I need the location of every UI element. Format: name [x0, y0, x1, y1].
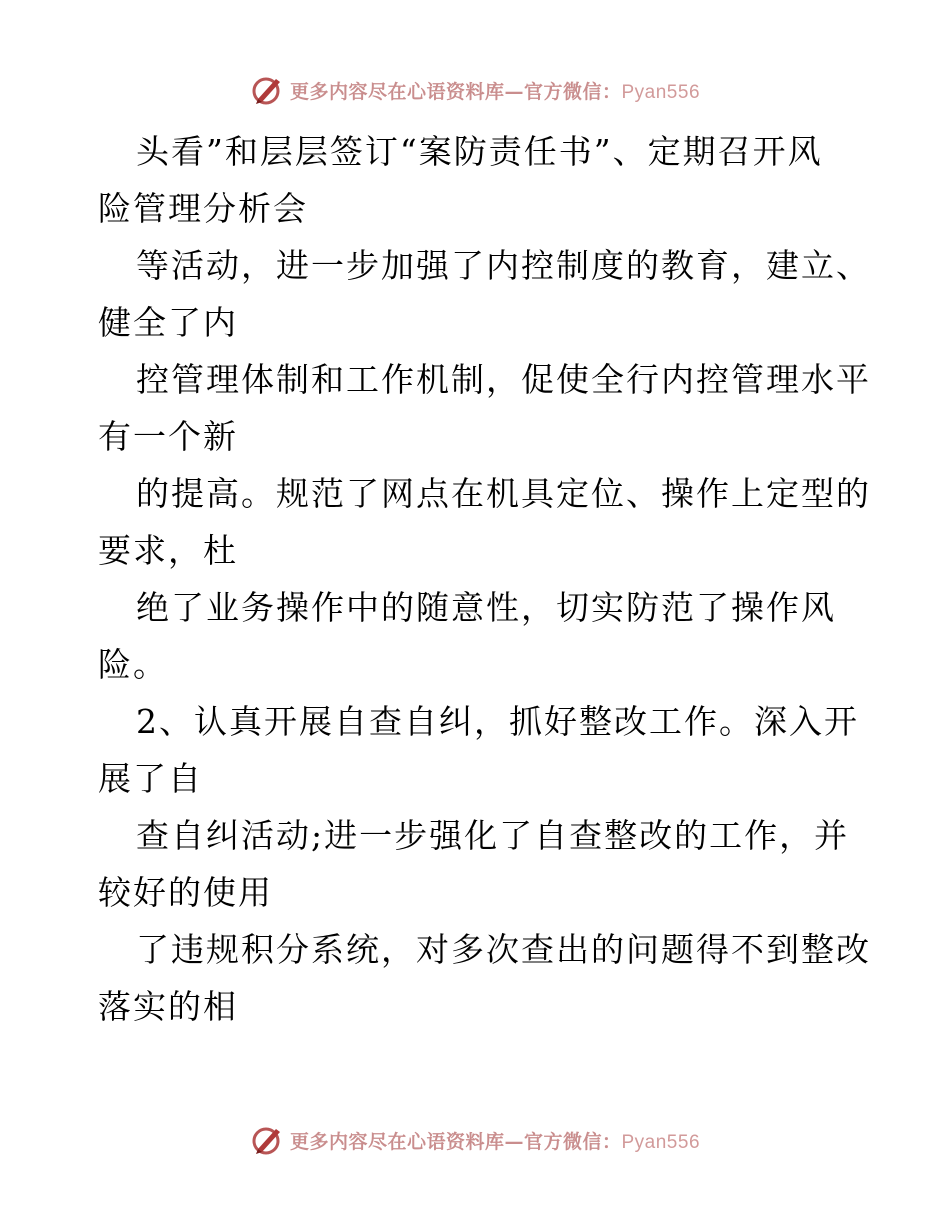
text-line: 落实的相 — [98, 987, 238, 1026]
pen-circle-logo-icon — [250, 73, 284, 107]
text-line: 绝了业务操作中的随意性，切实防范了操作风 — [136, 588, 836, 627]
text-line: 查自纠活动;进一步强化了自查整改的工作，并 — [136, 816, 850, 855]
text-line: 的提高。规范了网点在机具定位、操作上定型的 — [136, 474, 871, 513]
footer-watermark-text: 更多内容尽在心语资料库—官方微信：Pyan556 — [289, 1130, 701, 1153]
text-line: 控管理体制和工作机制，促使全行内控管理水平 — [136, 360, 871, 399]
text-line: 险管理分析会 — [98, 189, 308, 228]
text-line: 要求，杜 — [98, 531, 238, 570]
text-line: 等活动，进一步加强了内控制度的教育，建立、 — [136, 246, 871, 285]
text-line: 展了自 — [98, 759, 203, 798]
text-line: 2、认真开展自查自纠，抓好整改工作。深入开 — [136, 702, 859, 741]
text-line: 较好的使用 — [98, 873, 273, 912]
text-line: 健全了内 — [98, 303, 238, 342]
header-watermark — [0, 70, 950, 110]
document-body — [98, 123, 871, 1035]
footer-wechat-id: Pyan556 — [621, 1131, 701, 1153]
text-line: 险。 — [98, 645, 168, 684]
footer-watermark — [0, 1120, 950, 1160]
header-watermark-text: 更多内容尽在心语资料库—官方微信：Pyan556 — [289, 80, 701, 103]
text-line: 了违规积分系统，对多次查出的问题得不到整改 — [136, 930, 871, 969]
header-wechat-id: Pyan556 — [621, 81, 701, 103]
text-line: 头看”和层层签订“案防责任书”、定期召开风 — [136, 132, 823, 171]
text-line: 有一个新 — [98, 417, 238, 456]
pen-circle-logo-icon — [250, 1123, 284, 1157]
